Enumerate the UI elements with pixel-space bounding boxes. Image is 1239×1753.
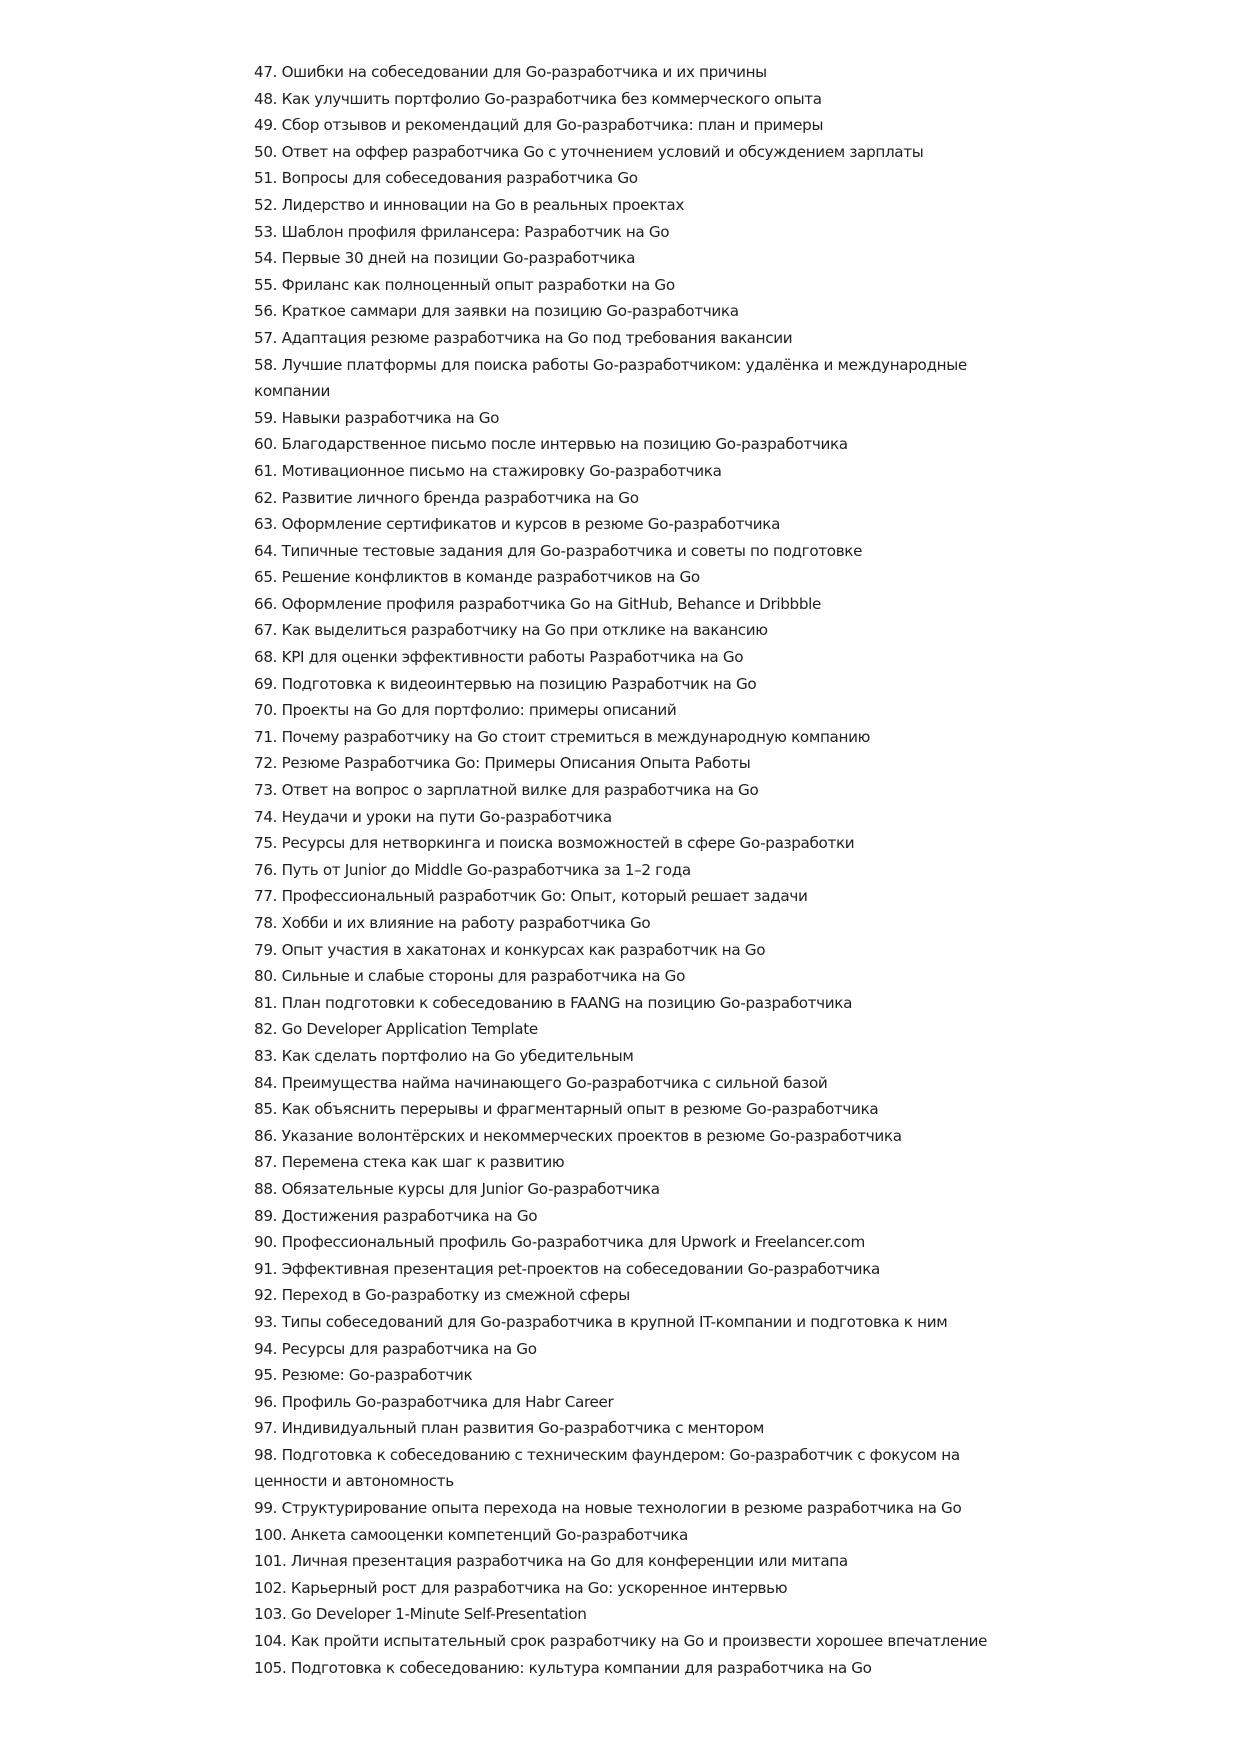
list-item: 55. Фриланс как полноценный опыт разработки на Go <box>254 275 675 294</box>
list-item: 105. Подготовка к собеседованию: культура компании для разработчика на Go <box>254 1658 872 1677</box>
list-item: 56. Краткое саммари для заявки на позицию Go-разработчика <box>254 302 739 321</box>
list-item: 54. Первые 30 дней на позиции Go-разработчика <box>254 249 636 268</box>
list-item: 50. Ответ на оффер разработчика Go с уточнением условий и обсуждением зарплаты <box>254 142 924 161</box>
list-item: 59. Навыки разработчика на Go <box>254 408 500 427</box>
list-item: 92. Переход в Go-разработку из смежной сферы <box>254 1286 630 1305</box>
list-item: 99. Структурирование опыта перехода на новые технологии в резюме разработчика на Go <box>254 1499 962 1518</box>
list-item: 89. Достижения разработчика на Go <box>254 1206 538 1225</box>
document-page <box>254 59 994 1681</box>
list-item: 62. Развитие личного бренда разработчика на Go <box>254 488 639 507</box>
article-list <box>254 59 994 1681</box>
list-item: 70. Проекты на Go для портфолио: примеры описаний <box>254 701 677 720</box>
list-item: 71. Почему разработчику на Go стоит стремиться в международную компанию <box>254 727 871 746</box>
list-item: 88. Обязательные курсы для Junior Go-разработчика <box>254 1179 660 1198</box>
list-item: 64. Типичные тестовые задания для Go-разработчика и советы по подготовке <box>254 541 863 560</box>
list-item: 101. Личная презентация разработчика на Go для конференции или митапа <box>254 1552 848 1571</box>
list-item: 85. Как объяснить перерывы и фрагментарный опыт в резюме Go-разработчика <box>254 1100 879 1119</box>
list-item: 53. Шаблон профиля фрилансера: Разработчик на Go <box>254 222 670 241</box>
list-item: 67. Как выделиться разработчику на Go при отклике на вакансию <box>254 621 768 640</box>
list-item: 63. Оформление сертификатов и курсов в резюме Go-разработчика <box>254 515 781 534</box>
list-item: 95. Резюме: Go-разработчик <box>254 1366 473 1385</box>
list-item: 80. Сильные и слабые стороны для разработчика на Go <box>254 967 686 986</box>
list-item: 87. Перемена стека как шаг к развитию <box>254 1153 565 1172</box>
list-item: 96. Профиль Go-разработчика для Habr Career <box>254 1392 614 1411</box>
list-item: 60. Благодарственное письмо после интервью на позицию Go-разработчика <box>254 435 848 454</box>
list-item: 48. Как улучшить портфолио Go-разработчика без коммерческого опыта <box>254 89 822 108</box>
list-item: 52. Лидерство и инновации на Go в реальных проектах <box>254 195 684 214</box>
list-item: 90. Профессиональный профиль Go-разработчика для Upwork и Freelancer.com <box>254 1233 865 1252</box>
list-item: 97. Индивидуальный план развития Go-разработчика с ментором <box>254 1419 765 1438</box>
list-item: 58. Лучшие платформы для поиска работы Go-разработчиком: удалёнка и международные компании <box>254 355 967 401</box>
list-item: 65. Решение конфликтов в команде разработчиков на Go <box>254 568 700 587</box>
list-item: 49. Сбор отзывов и рекомендаций для Go-разработчика: план и примеры <box>254 116 824 135</box>
list-item: 51. Вопросы для собеседования разработчика Go <box>254 169 638 188</box>
list-item: 61. Мотивационное письмо на стажировку Go-разработчика <box>254 461 722 480</box>
list-item: 69. Подготовка к видеоинтервью на позицию Разработчик на Go <box>254 674 757 693</box>
list-item: 104. Как пройти испытательный срок разработчику на Go и произвести хорошее впечатление <box>254 1632 988 1651</box>
list-item: 47. Ошибки на собеседовании для Go-разработчика и их причины <box>254 63 767 81</box>
list-item: 73. Ответ на вопрос о зарплатной вилке для разработчика на Go <box>254 781 759 800</box>
list-item: 103. Go Developer 1-Minute Self-Presentation <box>254 1605 587 1624</box>
list-item: 100. Анкета самооценки компетенций Go-разработчика <box>254 1525 688 1544</box>
list-item: 74. Неудачи и уроки на пути Go-разработчика <box>254 807 612 826</box>
list-item: 94. Ресурсы для разработчика на Go <box>254 1339 537 1358</box>
list-item: 86. Указание волонтёрских и некоммерческих проектов в резюме Go-разработчика <box>254 1126 902 1145</box>
list-item: 78. Хобби и их влияние на работу разработчика Go <box>254 914 651 932</box>
list-item: 84. Преимущества найма начинающего Go-разработчика с сильной базой <box>254 1073 828 1092</box>
list-item: 98. Подготовка к собеседованию с техническим фаундером: Go-разработчик с фокусом на ценности и автономность <box>254 1445 960 1491</box>
list-item: 72. Резюме Разработчика Go: Примеры Описания Опыта Работы <box>254 754 751 773</box>
list-item: 83. Как сделать портфолио на Go убедительным <box>254 1046 634 1065</box>
list-item: 82. Go Developer Application Template <box>254 1020 538 1039</box>
list-item: 68. KPI для оценки эффективности работы Разработчика на Go <box>254 648 744 667</box>
list-item: 81. План подготовки к собеседованию в FAANG на позицию Go-разработчика <box>254 993 853 1012</box>
list-item: 93. Типы собеседований для Go-разработчика в крупной IT-компании и подготовка к ним <box>254 1312 948 1331</box>
list-item: 66. Оформление профиля разработчика Go на GitHub, Behance и Dribbble <box>254 594 821 613</box>
list-item: 77. Профессиональный разработчик Go: Опыт, который решает задачи <box>254 887 808 906</box>
list-item: 75. Ресурсы для нетворкинга и поиска возможностей в сфере Go-разработки <box>254 834 855 853</box>
list-item: 102. Карьерный рост для разработчика на Go: ускоренное интервью <box>254 1578 788 1597</box>
list-item: 79. Опыт участия в хакатонах и конкурсах как разработчик на Go <box>254 940 766 959</box>
list-item: 76. Путь от Junior до Middle Go-разработчика за 1–2 года <box>254 860 691 879</box>
list-item: 57. Адаптация резюме разработчика на Go под требования вакансии <box>254 328 793 347</box>
list-item: 91. Эффективная презентация pet-проектов на собеседовании Go-разработчика <box>254 1259 880 1278</box>
